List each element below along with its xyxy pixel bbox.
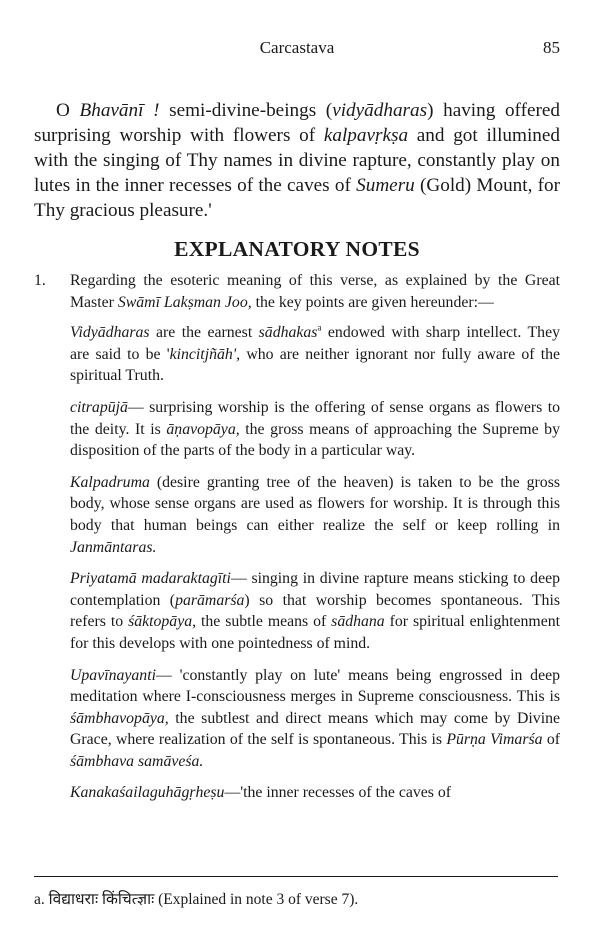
intro-text: semi-divine-beings ( [159,100,333,121]
text: the subtle means of [196,613,332,631]
paragraph-citrapuja [70,397,560,462]
paragraph-priyatama [70,568,560,654]
term: śāmbhava samāveśa. [70,752,204,770]
page-number: 85 [543,38,560,57]
footnote-devanagari: विद्याधराः किंचित्ज्ञाः [48,891,155,908]
text: for spiritual enlightenment for this develops with one pointedness of mind. [70,613,561,652]
note-number: 1. [34,272,46,289]
text: — 'constantly play on lute' means being engrossed in deep meditation where I-consciousness merges in Supreme consciousness. This is [70,666,560,706]
text: the subtlest and direct means which may come by Divine Grace, where realization of the self is spontaneous. This is [70,709,560,749]
text: ) so that worship becomes spontaneous. This refers to [70,591,560,631]
term: citrapūjā [70,398,128,416]
term: parāmarśa [175,591,245,609]
running-title: Carcastava [259,38,335,57]
intro-term: Bhavānī ! [79,100,160,121]
term: Pūrṇa Vimarśa [446,731,543,749]
term: kincitjñāh', [169,345,241,363]
text: — surprising worship is the offering of sense organs as flowers to the deity. It is [70,398,560,438]
text: of [542,731,560,749]
footnote-label: a. [34,891,45,908]
term: Kalpadruma [70,473,150,491]
term: śāktopāya, [128,613,197,631]
text: endowed with sharp intellect. They are said to be ' [70,324,560,363]
intro-term: Sumeru [356,175,415,196]
paragraph-upavinayanti [70,665,560,773]
text: who are neither ignorant nor fully aware of the spiritual Truth. [70,345,560,385]
term: Kanakaśailaguhāgṛheṣu [70,784,225,802]
text: the gross means of approaching the Supreme by disposition of the parts of the body in a particular way. [70,420,560,460]
text: (desire granting tree of the heaven) is taken to be the gross body, whose sense organs are used as flowers for worship. It is through this body that human beings can either realize the self or keep rolling in [70,473,560,534]
intro-paragraph [34,98,560,223]
intro-text: O [56,100,80,121]
section-heading: EXPLANATORY NOTES [174,237,420,261]
intro-text: and got illumined with the singing of Thy names in divine rapture, constantly play on lutes in the inner recesses of the caves of [34,125,560,196]
footnote-text: (Explained in note 3 of verse 7). [154,891,359,908]
paragraph-kalpadruma [70,472,560,558]
term: Upavīnayanti [70,666,156,684]
page-body [34,98,560,814]
text: —'the inner recesses of the caves of [224,784,452,802]
paragraph-kanaka [70,782,560,804]
note-1 [34,270,560,322]
text: are the earnest [149,324,259,342]
term: Priyatamā madaraktagīti [70,570,231,588]
text: — singing in divine rapture means sticking to deep contemplation ( [70,570,560,609]
note-term: Swāmī Lakṣman Joo, [117,293,252,311]
note-intro-paragraph [70,270,560,313]
note-subparagraphs [70,322,560,804]
note-text: the key points are given hereunder:— [251,293,494,311]
term: Janmāntaras. [70,538,157,556]
term: sādhana [331,613,385,631]
term: sādhakas [258,324,318,342]
intro-text: (Gold) Mount, for Thy gracious pleasure.' [34,175,561,221]
term: Vidyādharas [70,324,150,342]
intro-term: vidyādharas [332,100,428,121]
intro-term: kalpavṛkṣa [323,125,409,146]
term: āṇavopāya, [166,420,240,438]
note-text: Regarding the esoteric meaning of this verse, as explained by the Great Master [70,272,560,311]
footnote [34,890,560,910]
paragraph-vidyadharas [70,322,560,387]
intro-text: ) having offered surprising worship with flowers of [34,100,560,146]
term: śāmbhavopāya, [70,709,169,727]
footnote-marker: a [317,322,322,333]
footnote-divider [34,876,558,877]
